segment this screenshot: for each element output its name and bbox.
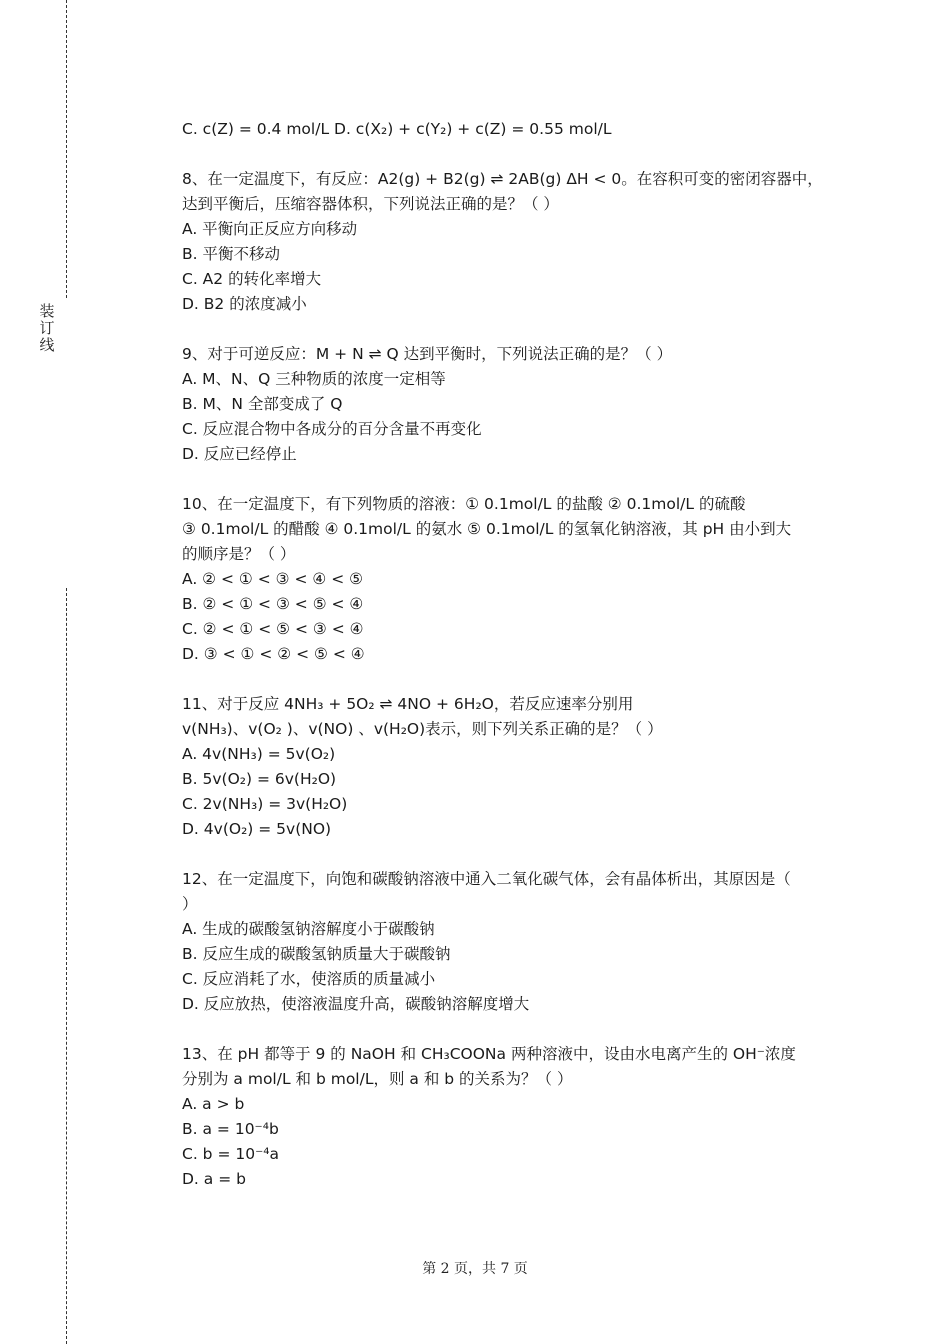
binding-line-label (38, 303, 56, 354)
question-12 (182, 867, 854, 1017)
question-11 (182, 692, 854, 842)
option-a: A. 平衡向正反应方向移动 (182, 220, 358, 238)
option-d: D. B2 的浓度减小 (182, 295, 307, 313)
stem-line: 9、对于可逆反应：M + N ⇌ Q 达到平衡时，下列说法正确的是？（ ） (182, 345, 673, 363)
stem-line: 12、在一定温度下，向饱和碳酸钠溶液中通入二氧化碳气体，会有晶体析出，其原因是（ (182, 870, 791, 888)
question-stem (182, 1042, 854, 1092)
stem-line: 8、在一定温度下，有反应：A2(g) + B2(g) ⇌ 2AB(g) ΔH < 0。在容积可变的密闭容器中， (182, 170, 823, 188)
question-stem (182, 342, 854, 367)
question-9 (182, 342, 854, 467)
binding-dashed-line-bottom (66, 588, 67, 1344)
option-a: A. 生成的碳酸氢钠溶解度小于碳酸钠 (182, 920, 435, 938)
exam-content (182, 117, 854, 1217)
page-number: 第 2 页，共 7 页 (422, 1261, 528, 1277)
stem-line: 分别为 a mol/L 和 b mol/L，则 a 和 b 的关系为？（ ） (182, 1070, 573, 1088)
binding-dashed-line-top (66, 0, 67, 298)
option-a: A. M、N、Q 三种物质的浓度一定相等 (182, 370, 446, 388)
option-a: A. ② < ① < ③ < ④ < ⑤ (182, 570, 364, 588)
stem-line: 的顺序是？（ ） (182, 545, 296, 563)
option-c: C. 反应消耗了水，使溶质的质量减小 (182, 970, 436, 988)
question-stem (182, 492, 854, 567)
binding-char: 线 (39, 336, 55, 354)
option-d: D. 4v(O₂) = 5v(NO) (182, 820, 332, 838)
option-d: D. a = b (182, 1170, 246, 1188)
option-b: B. 反应生成的碳酸氢钠质量大于碳酸钠 (182, 945, 451, 963)
option-d: D. 反应放热，使溶液温度升高，碳酸钠溶解度增大 (182, 995, 530, 1013)
option-d: D. 反应已经停止 (182, 445, 297, 463)
stem-line: 13、在 pH 都等于 9 的 NaOH 和 CH₃COONa 两种溶液中，设由水电离产生的 OH⁻浓度 (182, 1045, 796, 1063)
option-c: C. A2 的转化率增大 (182, 270, 322, 288)
question-stem (182, 167, 854, 217)
binding-char: 装 (39, 302, 55, 320)
option-b: B. 平衡不移动 (182, 245, 280, 263)
stem-line: ） (182, 895, 198, 913)
option-c: C. ② < ① < ⑤ < ③ < ④ (182, 620, 364, 638)
stem-line: ③ 0.1mol/L 的醋酸 ④ 0.1mol/L 的氨水 ⑤ 0.1mol/L 的氢氧化钠溶液，其 pH 由小到大 (182, 520, 792, 538)
option-a: A. 4v(NH₃) = 5v(O₂) (182, 745, 336, 763)
question-stem (182, 692, 854, 742)
option-b: B. 5v(O₂) = 6v(H₂O) (182, 770, 337, 788)
option-b: B. M、N 全部变成了 Q (182, 395, 343, 413)
option-c: C. 反应混合物中各成分的百分含量不再变化 (182, 420, 482, 438)
stem-line: 10、在一定温度下，有下列物质的溶液：① 0.1mol/L 的盐酸 ② 0.1mol/L 的硫酸 (182, 495, 746, 513)
question-8 (182, 167, 854, 317)
option-a: A. a > b (182, 1095, 245, 1113)
option-c: C. b = 10⁻⁴a (182, 1145, 279, 1163)
binding-char: 订 (39, 319, 55, 337)
option-b: B. a = 10⁻⁴b (182, 1120, 279, 1138)
option-c: C. 2v(NH₃) = 3v(H₂O) (182, 795, 348, 813)
question-7-continuation (182, 117, 854, 142)
stem-line: 11、对于反应 4NH₃ + 5O₂ ⇌ 4NO + 6H₂O，若反应速率分别用 (182, 695, 634, 713)
question-13 (182, 1042, 854, 1192)
stem-line: v(NH₃)、v(O₂ )、v(NO) 、v(H₂O)表示，则下列关系正确的是？（ ） (182, 720, 663, 738)
option-line: C. c(Z) = 0.4 mol/L D. c(X₂) + c(Y₂) + c(Z) = 0.55 mol/L (182, 120, 612, 138)
option-b: B. ② < ① < ③ < ⑤ < ④ (182, 595, 364, 613)
option-d: D. ③ < ① < ② < ⑤ < ④ (182, 645, 365, 663)
stem-line: 达到平衡后，压缩容器体积，下列说法正确的是？（ ） (182, 195, 559, 213)
question-10 (182, 492, 854, 667)
question-stem (182, 867, 854, 917)
